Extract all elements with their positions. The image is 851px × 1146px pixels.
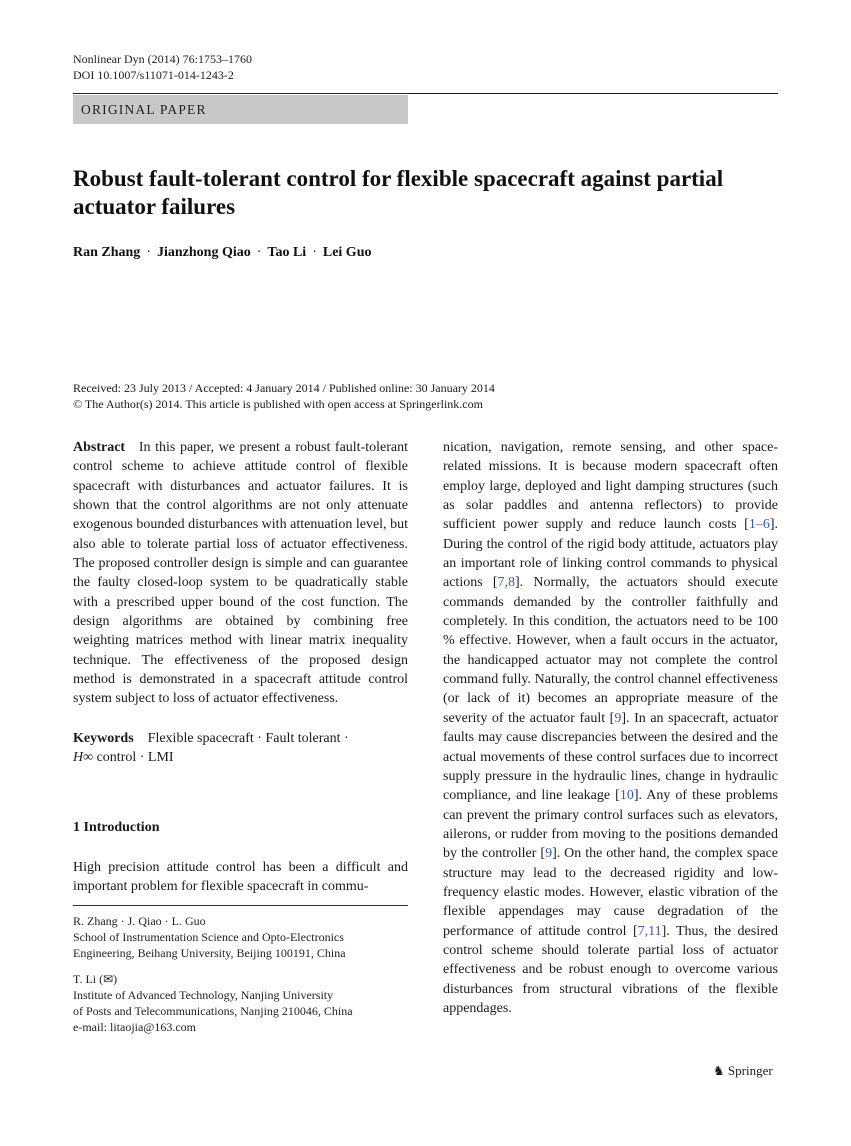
- publisher-name: Springer: [727, 1063, 773, 1078]
- affiliation-line: of Posts and Telecommunications, Nanjing 210046, China: [73, 1004, 353, 1018]
- section-heading: 1 Introduction: [73, 820, 160, 835]
- author: Jianzhong Qiao: [156, 245, 251, 260]
- abstract-label: Abstract: [73, 440, 126, 455]
- affiliation-line: Institute of Advanced Technology, Nanjing University: [73, 988, 334, 1002]
- citation-link[interactable]: 10: [619, 788, 634, 804]
- author: Tao Li: [267, 245, 307, 260]
- springer-horse-icon: ♞: [713, 1063, 725, 1078]
- author: Ran Zhang: [73, 245, 141, 260]
- received-dates: Received: 23 July 2013 / Accepted: 4 January 2014 / Published online: 30 January 2014: [73, 381, 495, 395]
- copyright-notice: © The Author(s) 2014. This article is published with open access at Springerlink.com: [73, 397, 483, 411]
- footnote-rule: [73, 905, 408, 906]
- affiliation-authors: R. Zhang · J. Qiao · L. Guo: [73, 914, 206, 928]
- intro-continued: nication, navigation, remote sensing, and other space-related missions. It is because modern spacecraft often employ large, deployed and light damping structures (such as solar paddles and antenna reflectors) to provide sufficient power supply and reduce launch costs [1–6]. During the control of the rigid body attitude, actuators play an important role of linking control commands to physical actions [7,8]. Normally, the actuators should execute commands demanded by the controller faithfully and completely. In this condition, the actuators need to be 100 % effective. However, when a fault occurs in the actuator, the handicapped actuator may not complete the control command fully. Naturally, the control channel effectiveness (or lack of it) becomes an appropriate measure of the severity of the actuator fault [9]. In an spacecraft, actuator faults may cause discrepancies between the desired and the actual movements of these control surfaces due to incorrect supply pressure in the hydraulic lines, change in hydraulic compliance, and line leakage [10]. Any of these problems can prevent the primary control surfaces such as elevators, ailerons, or rudder from moving to the positions demanded by the controller [9]. On the other hand, the complex space structure may lead to the decreased rigidity and low-frequency elastic modes. However, elastic vibration of the flexible appendages may cause degradation of the performance of attitude control [7,11]. Thus, the desired control scheme should tolerate partial loss of actuator effectiveness and be robust enough to overcome various disturbances from structural vibrations of the flexible appendages.: [443, 440, 779, 1016]
- affiliations: [73, 913, 408, 1035]
- intro-text: High precision attitude control has been a difficult and important problem for flexible spacecraft in commu-: [73, 860, 408, 895]
- author: Lei Guo: [322, 245, 372, 260]
- doi[interactable]: DOI 10.1007/s11071-014-1243-2: [73, 68, 234, 82]
- affiliation-line: School of Instrumentation Science and Opto-Electronics: [73, 930, 344, 944]
- journal-citation: Nonlinear Dyn (2014) 76:1753–1760: [73, 52, 252, 66]
- journal-info: [73, 51, 252, 83]
- header-rule: [73, 93, 778, 94]
- left-column: [73, 438, 408, 768]
- h-infinity-symbol: H∞: [73, 750, 94, 766]
- paper-type-banner: ORIGINAL PAPER: [73, 95, 408, 124]
- abstract-text: In this paper, we present a robust fault-tolerant control scheme to achieve attitude control of flexible spacecraft with disturbances and actuator failures. It is shown that the control algorithms are not only attenuate exogenous bounded disturbances with attenuation level, but also able to tolerate partial loss of actuator effectiveness. The proposed controller design is simple and can guarantee the faulty closed-loop system to be quadratically stable with a prescribed upper bound of the cost function. The design algorithms are obtained by combining free weighting matrices method with linear matrix inequality technique. The effectiveness of the proposed design method is demonstrated in a spacecraft attitude control system subject to loss of actuator effectiveness.: [73, 440, 408, 707]
- publisher-logo: [713, 1063, 773, 1079]
- keywords-line2: control · LMI: [93, 750, 174, 766]
- keywords-label: Keywords: [73, 730, 134, 746]
- author-list: Ran Zhang · Jianzhong Qiao · Tao Li · Lei Guo: [73, 245, 372, 260]
- citation-link[interactable]: 1–6: [748, 517, 770, 533]
- citation-link[interactable]: 9: [545, 846, 553, 862]
- citation-link[interactable]: 7,8: [497, 575, 515, 591]
- affiliation-authors: T. Li (✉): [73, 972, 118, 986]
- keywords-line1: Flexible spacecraft · Fault tolerant ·: [147, 730, 349, 746]
- right-column: [443, 438, 778, 1018]
- email[interactable]: e-mail: litaojia@163.com: [73, 1020, 197, 1034]
- keywords: [73, 729, 408, 768]
- citation-link[interactable]: 9: [614, 710, 622, 726]
- affiliation-line: Engineering, Beihang University, Beijing 100191, China: [73, 946, 346, 960]
- abstract: [73, 438, 408, 709]
- citation-link[interactable]: 7,11: [637, 923, 662, 939]
- paper-title: Robust fault-tolerant control for flexible spacecraft against partial actuator failures: [73, 166, 724, 219]
- publication-dates: [73, 380, 495, 412]
